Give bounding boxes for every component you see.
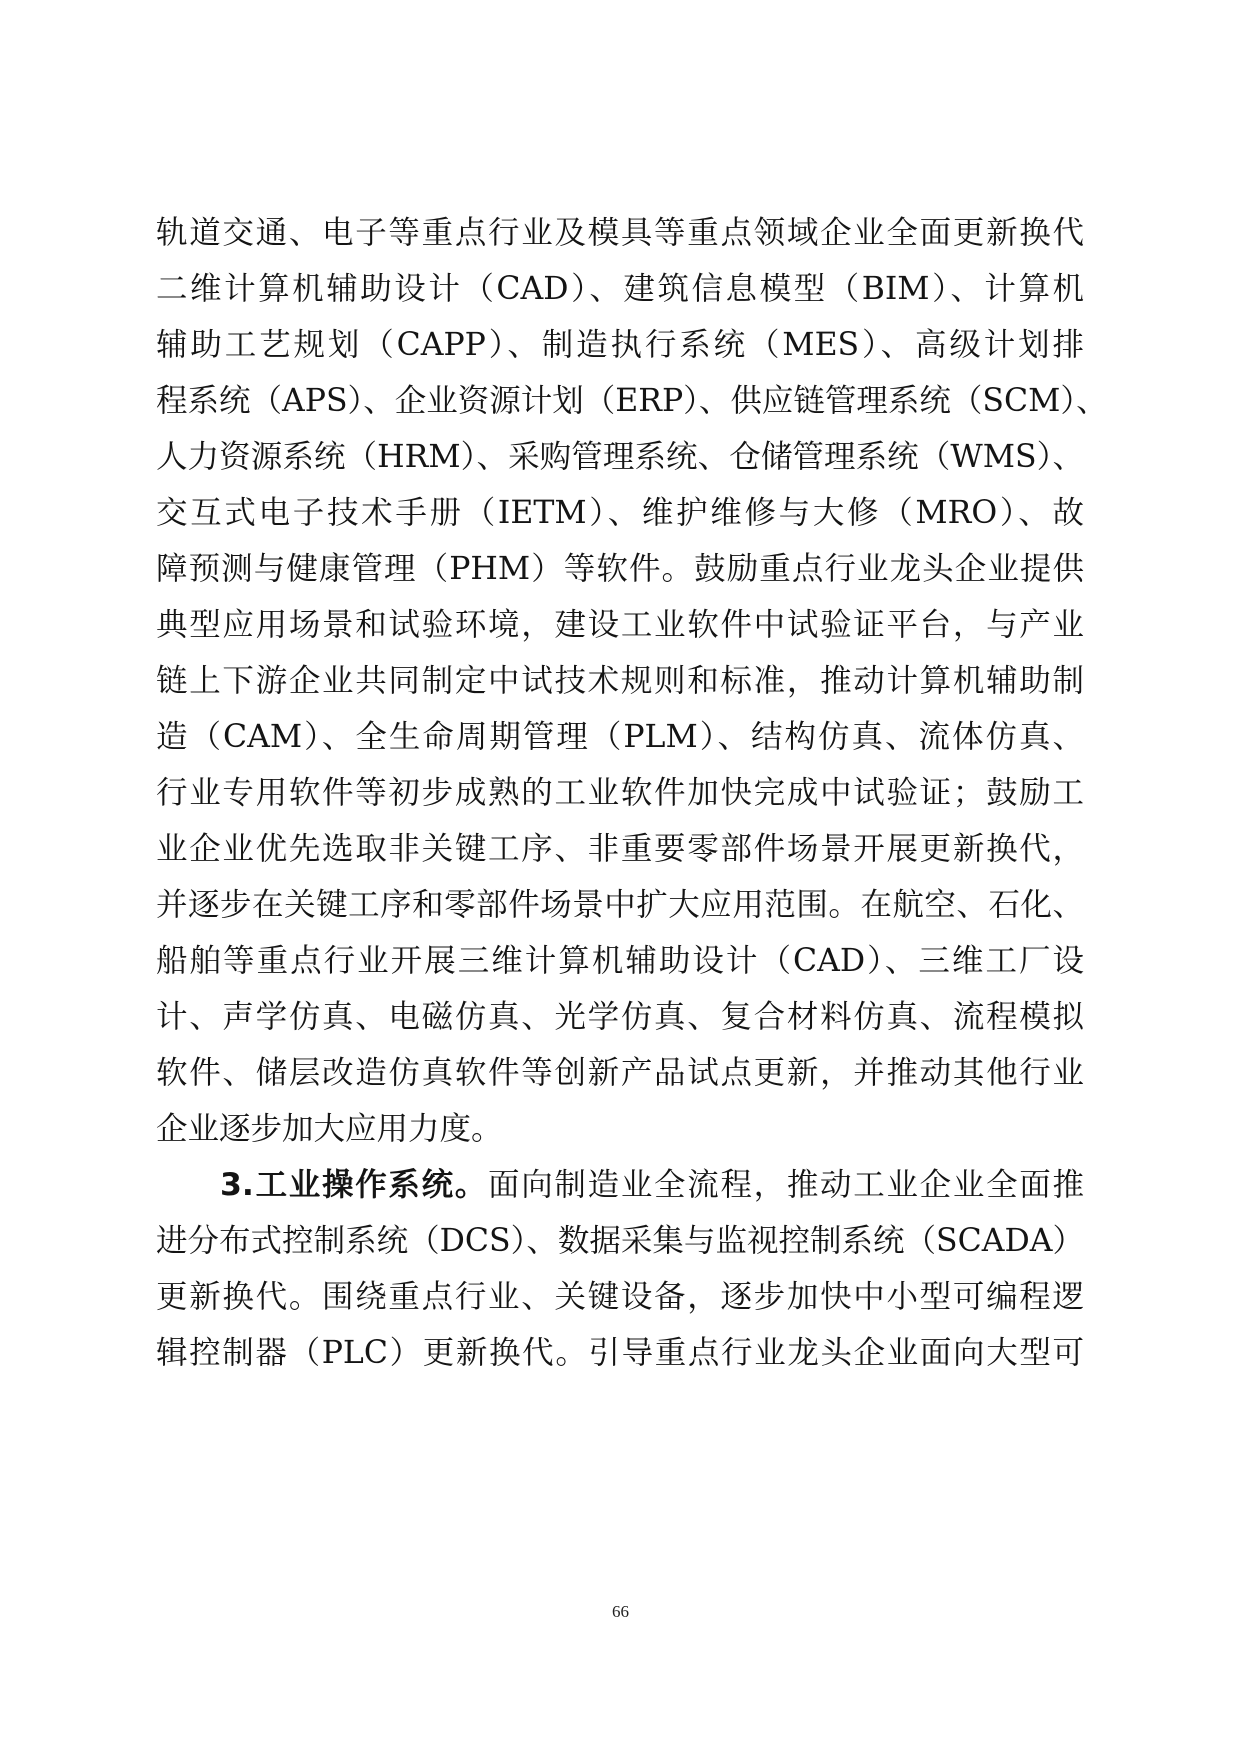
paragraph-line: 轨道交通、电子等重点行业及模具等重点领域企业全面更新换代: [156, 215, 1084, 251]
paragraph-line: 二维计算机辅助设计（CAD）、建筑信息模型（BIM）、计算机: [156, 271, 1084, 307]
paragraph-line: 典型应用场景和试验环境，建设工业软件中试验证平台，与产业: [156, 607, 1084, 643]
paragraph-line: 人力资源系统（HRM）、采购管理系统、仓储管理系统（WMS）、: [156, 439, 1084, 475]
section-first-line: [220, 1160, 1084, 1210]
paragraph-line: 行业专用软件等初步成熟的工业软件加快完成中试验证；鼓励工: [156, 775, 1084, 811]
section-heading: 3.工业操作系统。: [220, 1167, 489, 1203]
paragraph-line: 并逐步在关键工序和零部件场景中扩大应用范围。在航空、石化、: [156, 887, 1084, 923]
paragraph-line: 船舶等重点行业开展三维计算机辅助设计（CAD）、三维工厂设: [156, 943, 1084, 979]
paragraph-line: 软件、储层改造仿真软件等创新产品试点更新，并推动其他行业: [156, 1055, 1084, 1091]
paragraph-line: 企业逐步加大应用力度。: [156, 1111, 503, 1147]
paragraph-line: 程系统（APS）、企业资源计划（ERP）、供应链管理系统（SCM）、: [156, 383, 1108, 419]
paragraph-line: 造（CAM）、全生命周期管理（PLM）、结构仿真、流体仿真、: [156, 719, 1084, 755]
paragraph-line: 辑控制器（PLC）更新换代。引导重点行业龙头企业面向大型可: [156, 1335, 1084, 1371]
paragraph-line: 交互式电子技术手册（IETM）、维护维修与大修（MRO）、故: [156, 495, 1084, 531]
paragraph-line: 计、声学仿真、电磁仿真、光学仿真、复合材料仿真、流程模拟: [156, 999, 1084, 1035]
section-first-line-text: 面向制造业全流程，推动工业企业全面推: [488, 1167, 1084, 1203]
paragraph-line: 业企业优先选取非关键工序、非重要零部件场景开展更新换代，: [156, 831, 1084, 867]
paragraph-line: 辅助工艺规划（CAPP）、制造执行系统（MES）、高级计划排: [156, 327, 1084, 363]
paragraph-line: 障预测与健康管理（PHM）等软件。鼓励重点行业龙头企业提供: [156, 551, 1084, 587]
paragraph-line: 进分布式控制系统（DCS）、数据采集与监视控制系统（SCADA）: [156, 1223, 1084, 1259]
page-number: 66: [612, 1602, 629, 1621]
paragraph-line: 更新换代。围绕重点行业、关键设备，逐步加快中小型可编程逻: [156, 1279, 1084, 1315]
paragraph-line: 链上下游企业共同制定中试技术规则和标准，推动计算机辅助制: [156, 663, 1084, 699]
